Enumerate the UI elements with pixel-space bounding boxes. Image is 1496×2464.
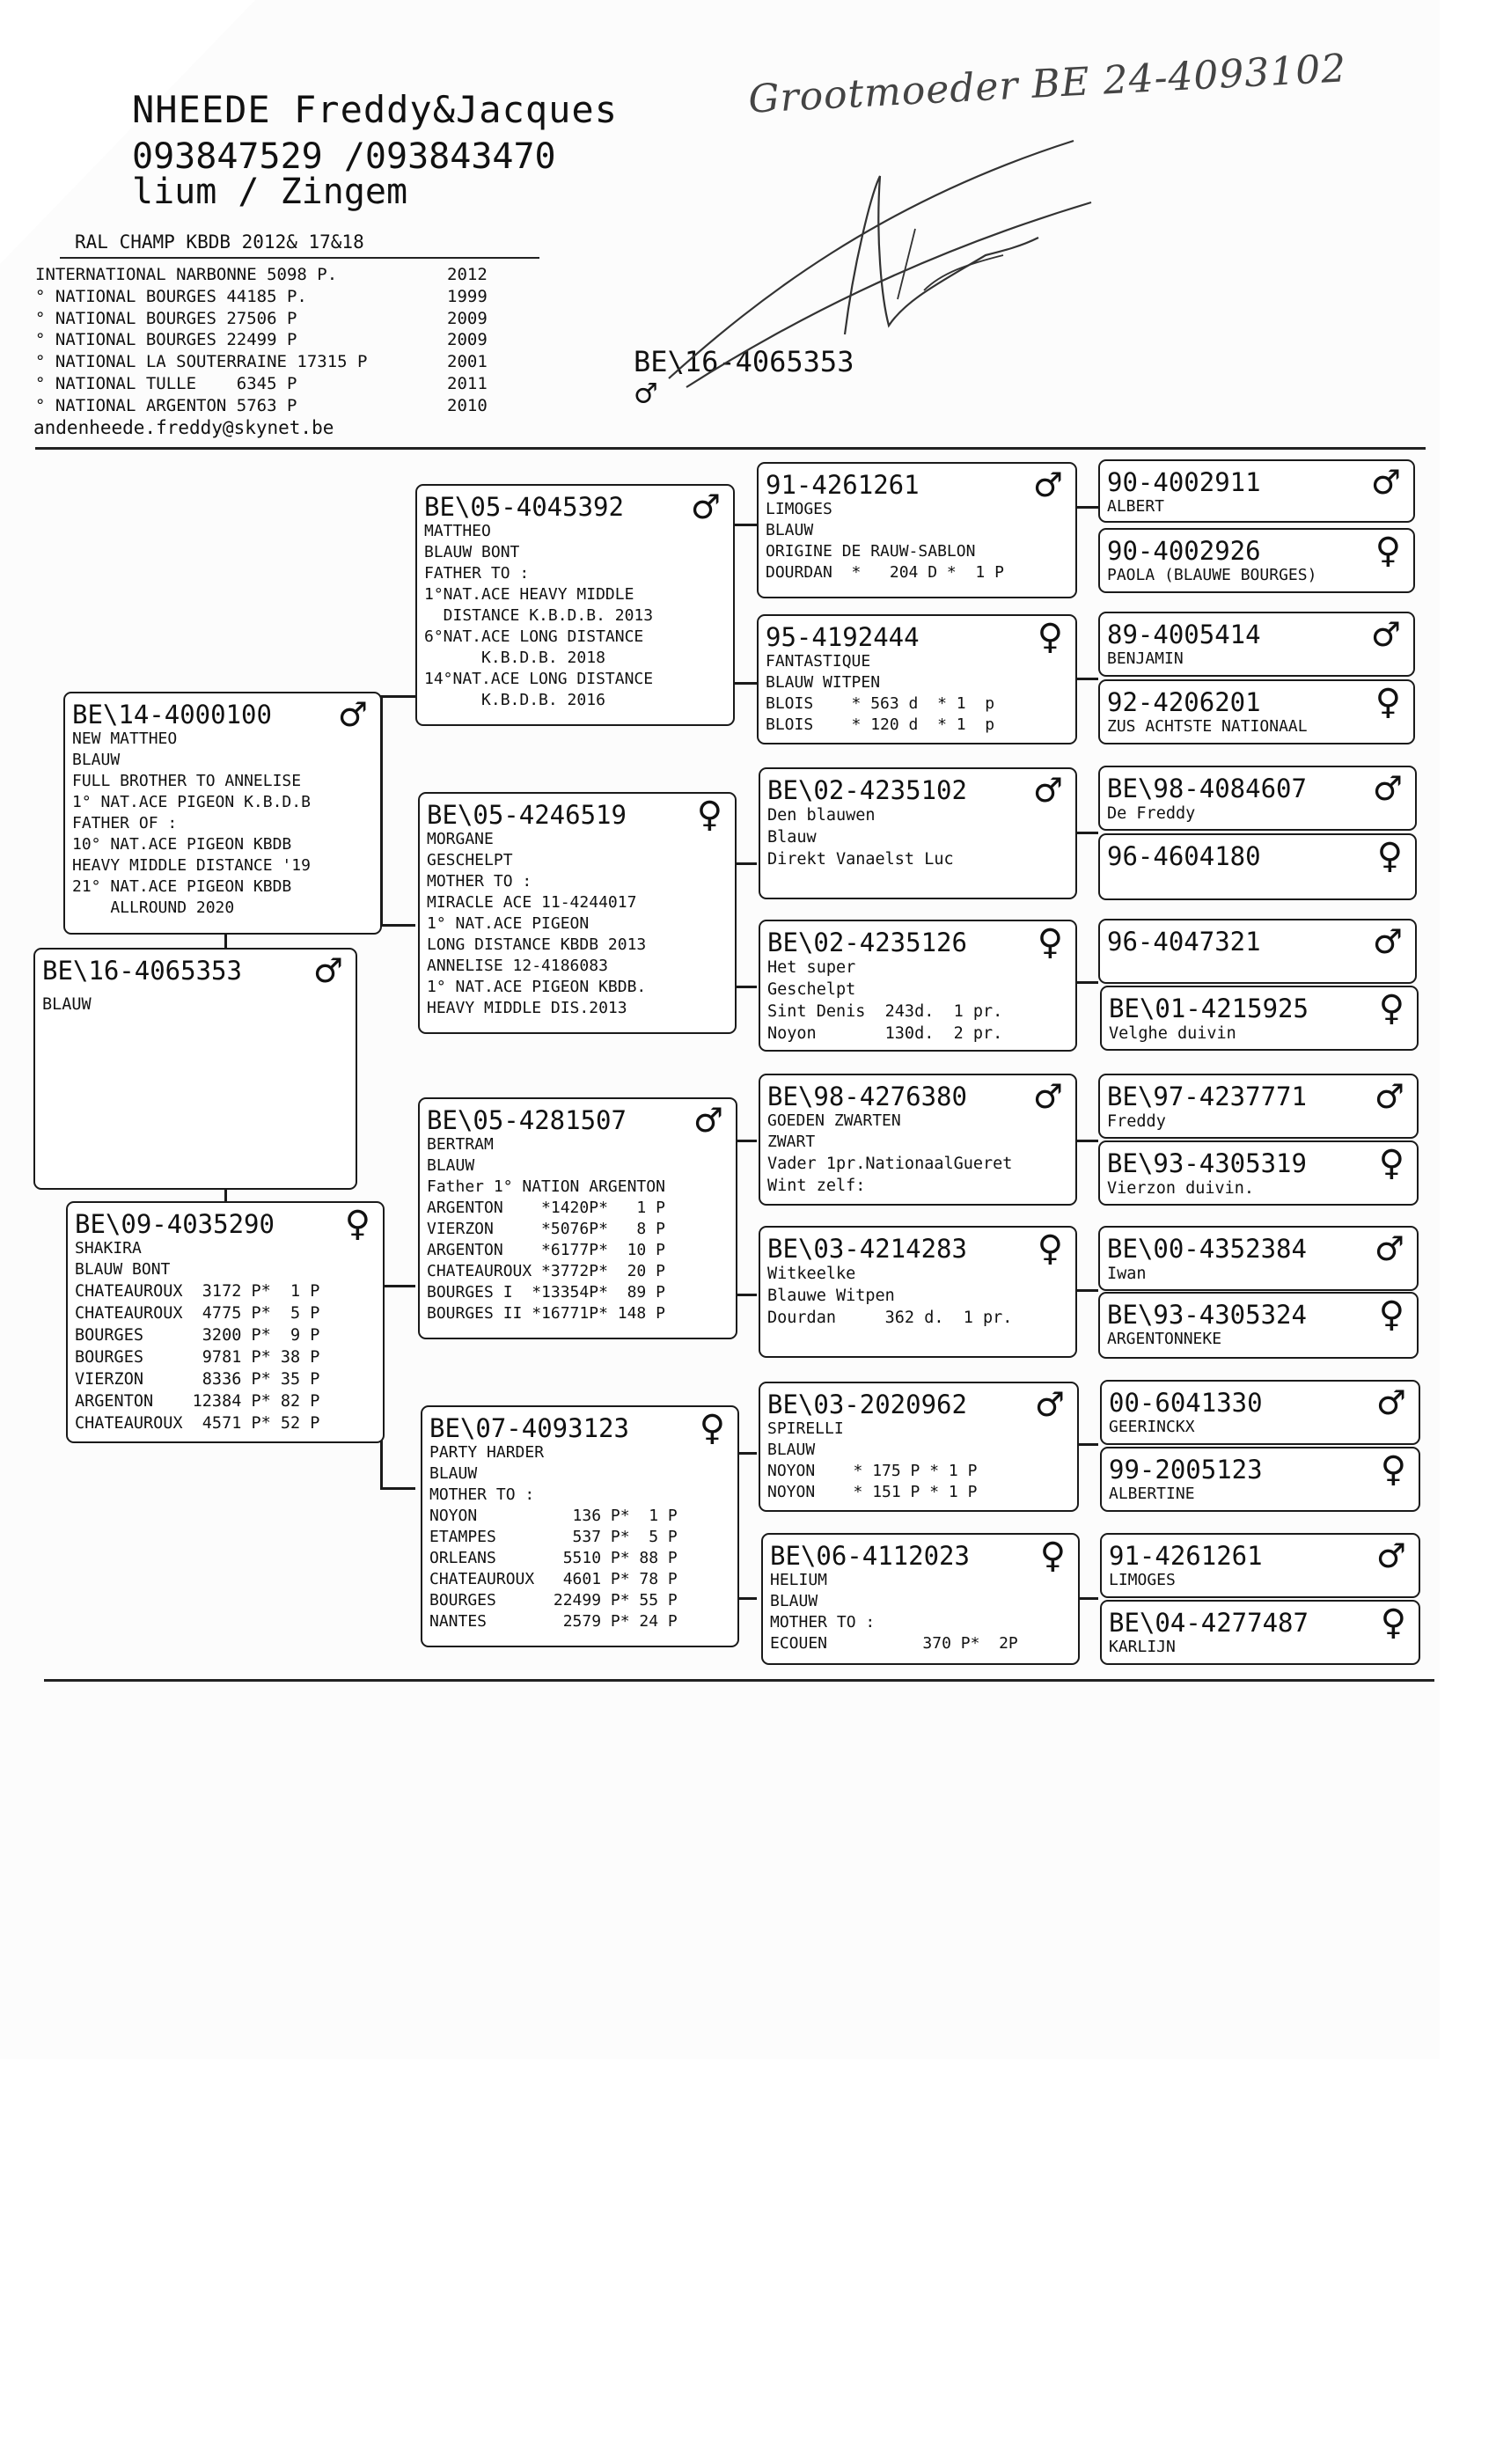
pedigree-card-mm [421, 1405, 739, 1647]
pigeon-color: BLAUW [427, 1156, 475, 1175]
pigeon-name: Witkeelke [767, 1265, 856, 1283]
pigeon-name: ZUS ACHTSTE NATIONAAL [1107, 717, 1308, 736]
pedigree-card-gen4 [1100, 1600, 1420, 1665]
pedigree-card-gen4 [1098, 679, 1415, 744]
pedigree-card-gen3 [759, 1074, 1077, 1206]
male-symbol-icon: ♂ [1370, 463, 1401, 502]
pigeon-color: Geschelpt [767, 980, 856, 999]
race-result: Dourdan 362 d. 1 pr. [767, 1309, 1013, 1327]
male-symbol-icon: ♂ [337, 695, 368, 734]
info-line: K.B.D.B. 2016 [424, 691, 605, 709]
pedigree-card-gen3 [759, 1382, 1079, 1512]
pigeon-color: BLAUW [767, 1441, 816, 1459]
pigeon-name: PAOLA (BLAUWE BOURGES) [1107, 566, 1317, 584]
ring-number: BE\05-4045392 [424, 492, 624, 522]
handwritten-note: Grootmoeder BE 24-4093102 [747, 46, 1348, 122]
info-line: 14°NAT.ACE LONG DISTANCE [424, 670, 654, 688]
race-result: ETAMPES 537 P* 5 P [429, 1528, 678, 1546]
result-row: ° NATIONAL LA SOUTERRAINE 17315 P 2001 [35, 352, 488, 372]
female-symbol-icon: ♀ [1380, 1602, 1406, 1643]
result-row: ° NATIONAL BOURGES 27506 P 2009 [35, 308, 488, 328]
pedigree-card-gen3 [757, 462, 1077, 598]
pedigree-card-gen3 [757, 614, 1077, 744]
connector [735, 986, 757, 988]
pedigree-card-father [63, 692, 382, 935]
race-result: BOURGES 22499 P* 55 P [429, 1591, 678, 1610]
ring-number: 95-4192444 [766, 622, 920, 652]
race-result: Sint Denis 243d. 1 pr. [767, 1002, 1003, 1021]
female-symbol-icon: ♀ [1037, 1228, 1063, 1269]
pedigree-card-fm [418, 792, 737, 1034]
female-symbol-icon: ♀ [1037, 617, 1063, 657]
pedigree-card-gen4 [1098, 1140, 1419, 1206]
breeder-location: lium / Zingem [132, 172, 408, 212]
ring-number: BE\04-4277487 [1109, 1608, 1309, 1638]
pedigree-card-mother [66, 1201, 385, 1443]
breeder-email: andenheede.freddy@skynet.be [33, 417, 334, 438]
male-symbol-icon: ♂ [1032, 771, 1063, 810]
male-symbol-icon: ♂ [635, 374, 657, 414]
female-symbol-icon: ♀ [699, 1408, 725, 1448]
male-symbol-icon: ♂ [1372, 769, 1403, 808]
info-line: MOTHER TO : [770, 1613, 876, 1632]
pedigree-card-gen4 [1098, 766, 1417, 831]
breeder-phones: 093847529 /093843470 [132, 136, 556, 177]
pedigree-card-gen4 [1100, 1533, 1420, 1598]
pigeon-name: BERTRAM [427, 1135, 494, 1154]
female-symbol-icon: ♀ [1380, 1449, 1406, 1490]
pigeon-name: GEERINCKX [1109, 1418, 1195, 1436]
connector [380, 924, 415, 927]
pedigree-card-gen4 [1100, 1447, 1420, 1512]
pigeon-name: ALBERT [1107, 497, 1165, 516]
info-line: Vader 1pr.NationaalGueret [767, 1155, 1013, 1173]
ring-number: BE\93-4305319 [1107, 1148, 1307, 1178]
pigeon-name: Vierzon duivin. [1107, 1179, 1255, 1198]
ring-number: 90-4002911 [1107, 467, 1261, 497]
pedigree-card-gen4 [1098, 833, 1417, 900]
pigeon-name: ALBERTINE [1109, 1485, 1195, 1503]
folded-corner [0, 0, 255, 264]
male-symbol-icon: ♂ [1032, 466, 1063, 504]
pigeon-name: De Freddy [1107, 804, 1196, 823]
connector [1077, 832, 1098, 834]
female-symbol-icon: ♀ [1037, 922, 1063, 963]
connector [1077, 1289, 1098, 1292]
ring-number: BE\07-4093123 [429, 1413, 629, 1443]
pedigree-card-gen4 [1098, 528, 1415, 593]
pigeon-name: GOEDEN ZWARTEN [767, 1111, 901, 1130]
pedigree-card-gen3 [761, 1533, 1080, 1665]
info-line: Direkt Vanaelst Luc [767, 850, 954, 869]
result-row: ° NATIONAL TULLE 6345 P 2011 [35, 373, 488, 393]
race-result: BLOIS * 563 d * 1 p [766, 694, 995, 713]
female-symbol-icon: ♀ [344, 1204, 370, 1244]
ring-number: BE\05-4281507 [427, 1105, 627, 1135]
pigeon-color: BLAUW BONT [424, 543, 520, 561]
connector [380, 1487, 415, 1490]
ring-number: BE\98-4276380 [767, 1082, 967, 1111]
pigeon-color: ZWART [767, 1133, 816, 1151]
pigeon-name: NEW MATTHEO [72, 730, 178, 748]
pigeon-color: BLAUW [770, 1592, 818, 1610]
champion-title: RAL CHAMP KBDB 2012& 17&18 [75, 231, 364, 253]
connector [1077, 1140, 1098, 1142]
info-line: HEAVY MIDDLE DIS.2013 [427, 999, 627, 1017]
connector [1077, 678, 1098, 680]
info-line: MOTHER TO : [429, 1485, 535, 1504]
ring-number: BE\93-4305324 [1107, 1300, 1307, 1330]
female-symbol-icon: ♀ [696, 795, 722, 835]
signature [651, 123, 1109, 396]
pedigree-card-gen4 [1098, 919, 1417, 984]
info-line: ANNELISE 12-4186083 [427, 957, 608, 975]
pigeon-name: Velghe duivin [1109, 1024, 1236, 1043]
male-symbol-icon: ♂ [1374, 1229, 1404, 1268]
ring-number: BE\16-4065353 [42, 956, 242, 986]
male-symbol-icon: ♂ [1370, 615, 1401, 654]
ring-number: 96-4047321 [1107, 927, 1261, 957]
pigeon-color: BLAUW [42, 995, 92, 1014]
connector [380, 1285, 415, 1287]
race-result: BOURGES I *13354P* 89 P [427, 1283, 665, 1302]
race-result: CHATEAUROUX 4601 P* 78 P [429, 1570, 678, 1588]
pigeon-name: ARGENTONNEKE [1107, 1330, 1222, 1348]
pedigree-card-gen4 [1098, 459, 1415, 523]
race-result: CHATEAUROUX 3172 P* 1 P [75, 1282, 320, 1301]
ring-number: 00-6041330 [1109, 1388, 1263, 1418]
connector [1077, 1443, 1098, 1446]
race-result: BOURGES 9781 P* 38 P [75, 1348, 320, 1367]
ring-number: BE\00-4352384 [1107, 1234, 1307, 1264]
pigeon-name: MATTHEO [424, 522, 491, 540]
info-line: K.B.D.B. 2018 [424, 649, 605, 667]
male-symbol-icon: ♂ [1374, 1077, 1404, 1116]
pigeon-color: Blauw [767, 828, 817, 847]
info-line: MOTHER TO : [427, 872, 532, 891]
race-result: CHATEAUROUX 4571 P* 52 P [75, 1414, 320, 1433]
ring-number: 91-4261261 [766, 470, 920, 500]
pigeon-name: SHAKIRA [75, 1239, 142, 1258]
connector [735, 862, 757, 865]
male-symbol-icon: ♂ [690, 488, 721, 526]
pigeon-name: LIMOGES [766, 500, 832, 518]
subject-ring-header: BE\16-4065353 [634, 345, 854, 378]
ring-number: BE\06-4112023 [770, 1541, 970, 1571]
info-line: 1° NAT.ACE PIGEON KBDB. [427, 978, 647, 996]
info-line: 1° NAT.ACE PIGEON [427, 914, 590, 933]
info-line: FULL BROTHER TO ANNELISE [72, 772, 302, 790]
ring-number: BE\02-4235102 [767, 775, 967, 805]
pigeon-name: KARLIJN [1109, 1638, 1176, 1656]
race-result: ECOUEN 370 P* 2P [770, 1634, 1018, 1653]
connector [735, 1140, 757, 1142]
male-symbol-icon: ♂ [1375, 1383, 1406, 1422]
connector [735, 1294, 757, 1296]
connector [1077, 1597, 1098, 1600]
ring-number: BE\01-4215925 [1109, 994, 1309, 1023]
pedigree-card-gen4 [1098, 1074, 1419, 1139]
result-row: INTERNATIONAL NARBONNE 5098 P. 2012 [35, 265, 488, 284]
info-line: MIRACLE ACE 11-4244017 [427, 893, 637, 912]
pedigree-card-mf [418, 1097, 737, 1339]
info-line: DISTANCE K.B.D.B. 2013 [424, 606, 654, 625]
race-result: ORLEANS 5510 P* 88 P [429, 1549, 678, 1567]
race-result: NANTES 2579 P* 24 P [429, 1612, 678, 1631]
ring-number: 92-4206201 [1107, 687, 1261, 717]
ring-number: 99-2005123 [1109, 1455, 1263, 1485]
race-result: ARGENTON *1420P* 1 P [427, 1199, 665, 1217]
female-symbol-icon: ♀ [1378, 1143, 1404, 1184]
info-line: Wint zelf: [767, 1177, 866, 1195]
ring-number: BE\97-4237771 [1107, 1082, 1307, 1111]
breeder-name: NHEEDE Freddy&Jacques [132, 88, 619, 131]
pedigree-card-gen3 [759, 920, 1077, 1052]
race-result: VIERZON 8336 P* 35 P [75, 1370, 320, 1389]
info-line: LONG DISTANCE KBDB 2013 [427, 935, 647, 954]
info-line: 6°NAT.ACE LONG DISTANCE [424, 627, 644, 646]
pedigree-card-gen4 [1098, 612, 1415, 677]
pigeon-color: Blauwe Witpen [767, 1287, 895, 1305]
connector [1077, 506, 1098, 509]
male-symbol-icon: ♂ [1372, 922, 1403, 961]
connector [1077, 981, 1098, 984]
info-line: ORIGINE DE RAUW-SABLON [766, 542, 976, 561]
ring-number: BE\98-4084607 [1107, 774, 1307, 803]
female-symbol-icon: ♀ [1375, 682, 1401, 722]
ring-number: 90-4002926 [1107, 536, 1261, 566]
pedigree-card-gen4 [1098, 1292, 1419, 1359]
pigeon-name: MORGANE [427, 830, 494, 848]
race-result: BOURGES 3200 P* 9 P [75, 1326, 320, 1345]
male-symbol-icon: ♂ [1034, 1385, 1065, 1424]
result-row: ° NATIONAL BOURGES 22499 P 2009 [35, 330, 488, 350]
ring-number: 89-4005414 [1107, 620, 1261, 649]
pedigree-card-gen3 [759, 767, 1077, 899]
race-result: VIERZON *5076P* 8 P [427, 1220, 665, 1238]
info-line: 21° NAT.ACE PIGEON KBDB [72, 877, 292, 896]
male-symbol-icon: ♂ [693, 1101, 723, 1140]
ring-number: BE\14-4000100 [72, 700, 272, 730]
female-symbol-icon: ♀ [1375, 531, 1401, 571]
pigeon-name: LIMOGES [1109, 1571, 1176, 1589]
pigeon-name: HELIUM [770, 1571, 828, 1589]
result-row: ° NATIONAL ARGENTON 5763 P 2010 [35, 395, 488, 415]
pigeon-color: BLAUW BONT [75, 1260, 171, 1279]
race-result: NOYON * 151 P * 1 P [767, 1483, 978, 1501]
info-line: Father 1° NATION ARGENTON [427, 1177, 665, 1196]
ring-number: BE\05-4246519 [427, 800, 627, 830]
pedigree-card-ff [415, 484, 735, 726]
info-line: 1° NAT.ACE PIGEON K.B.D.B [72, 793, 311, 811]
pedigree-card-gen3 [759, 1226, 1077, 1358]
info-line: ALLROUND 2020 [72, 898, 235, 917]
top-divider [35, 447, 1426, 450]
race-result: NOYON * 175 P * 1 P [767, 1462, 978, 1480]
male-symbol-icon: ♂ [1032, 1077, 1063, 1116]
race-result: Noyon 130d. 2 pr. [767, 1024, 1003, 1043]
race-result: ARGENTON 12384 P* 82 P [75, 1392, 320, 1411]
pedigree-card-gen4 [1098, 1226, 1419, 1291]
pigeon-name: BENJAMIN [1107, 649, 1184, 668]
pigeon-name: PARTY HARDER [429, 1443, 545, 1462]
ring-number: 91-4261261 [1109, 1541, 1263, 1571]
pigeon-color: GESCHELPT [427, 851, 513, 869]
race-result: CHATEAUROUX *3772P* 20 P [427, 1262, 665, 1280]
ring-number: BE\09-4035290 [75, 1209, 275, 1239]
female-symbol-icon: ♀ [1376, 836, 1403, 876]
connector [735, 682, 757, 685]
info-line: HEAVY MIDDLE DISTANCE '19 [72, 856, 311, 875]
pigeon-color: BLAUW [766, 521, 814, 539]
female-symbol-icon: ♀ [1378, 1294, 1404, 1335]
pigeon-name: Freddy [1107, 1112, 1166, 1131]
pigeon-name: Iwan [1107, 1265, 1147, 1283]
female-symbol-icon: ♀ [1378, 988, 1404, 1029]
pedigree-card-subject [33, 948, 357, 1190]
pigeon-name: Het super [767, 958, 856, 977]
race-result: BLOIS * 120 d * 1 p [766, 715, 995, 734]
race-result: DOURDAN * 204 D * 1 P [766, 563, 1004, 582]
pigeon-color: BLAUW [72, 751, 121, 769]
bottom-divider [44, 1679, 1434, 1682]
race-result: BOURGES II *16771P* 148 P [427, 1304, 665, 1323]
results-list [35, 264, 488, 417]
connector [735, 524, 757, 526]
race-result: NOYON 136 P* 1 P [429, 1507, 678, 1525]
info-line: FATHER TO : [424, 564, 530, 583]
result-row: ° NATIONAL BOURGES 44185 P. 1999 [35, 286, 488, 306]
ring-number: BE\03-2020962 [767, 1390, 967, 1419]
info-line: 10° NAT.ACE PIGEON KBDB [72, 835, 292, 854]
pigeon-color: BLAUW WITPEN [766, 673, 881, 692]
ring-number: BE\02-4235126 [767, 928, 967, 957]
pedigree-card-gen4 [1100, 1380, 1420, 1445]
pigeon-name: Den blauwen [767, 806, 876, 825]
male-symbol-icon: ♂ [1375, 1536, 1406, 1575]
champion-underline [60, 257, 539, 259]
ring-number: BE\03-4214283 [767, 1234, 967, 1264]
info-line: 1°NAT.ACE HEAVY MIDDLE [424, 585, 634, 604]
pigeon-name: SPIRELLI [767, 1419, 844, 1438]
connector [380, 695, 415, 698]
info-line: FATHER OF : [72, 814, 178, 832]
race-result: ARGENTON *6177P* 10 P [427, 1241, 665, 1259]
pedigree-card-gen4 [1100, 986, 1419, 1051]
pigeon-name: FANTASTIQUE [766, 652, 871, 671]
pigeon-color: BLAUW [429, 1464, 478, 1483]
female-symbol-icon: ♀ [1039, 1536, 1066, 1576]
ring-number: 96-4604180 [1107, 841, 1261, 871]
male-symbol-icon: ♂ [312, 951, 343, 990]
race-result: CHATEAUROUX 4775 P* 5 P [75, 1304, 320, 1323]
